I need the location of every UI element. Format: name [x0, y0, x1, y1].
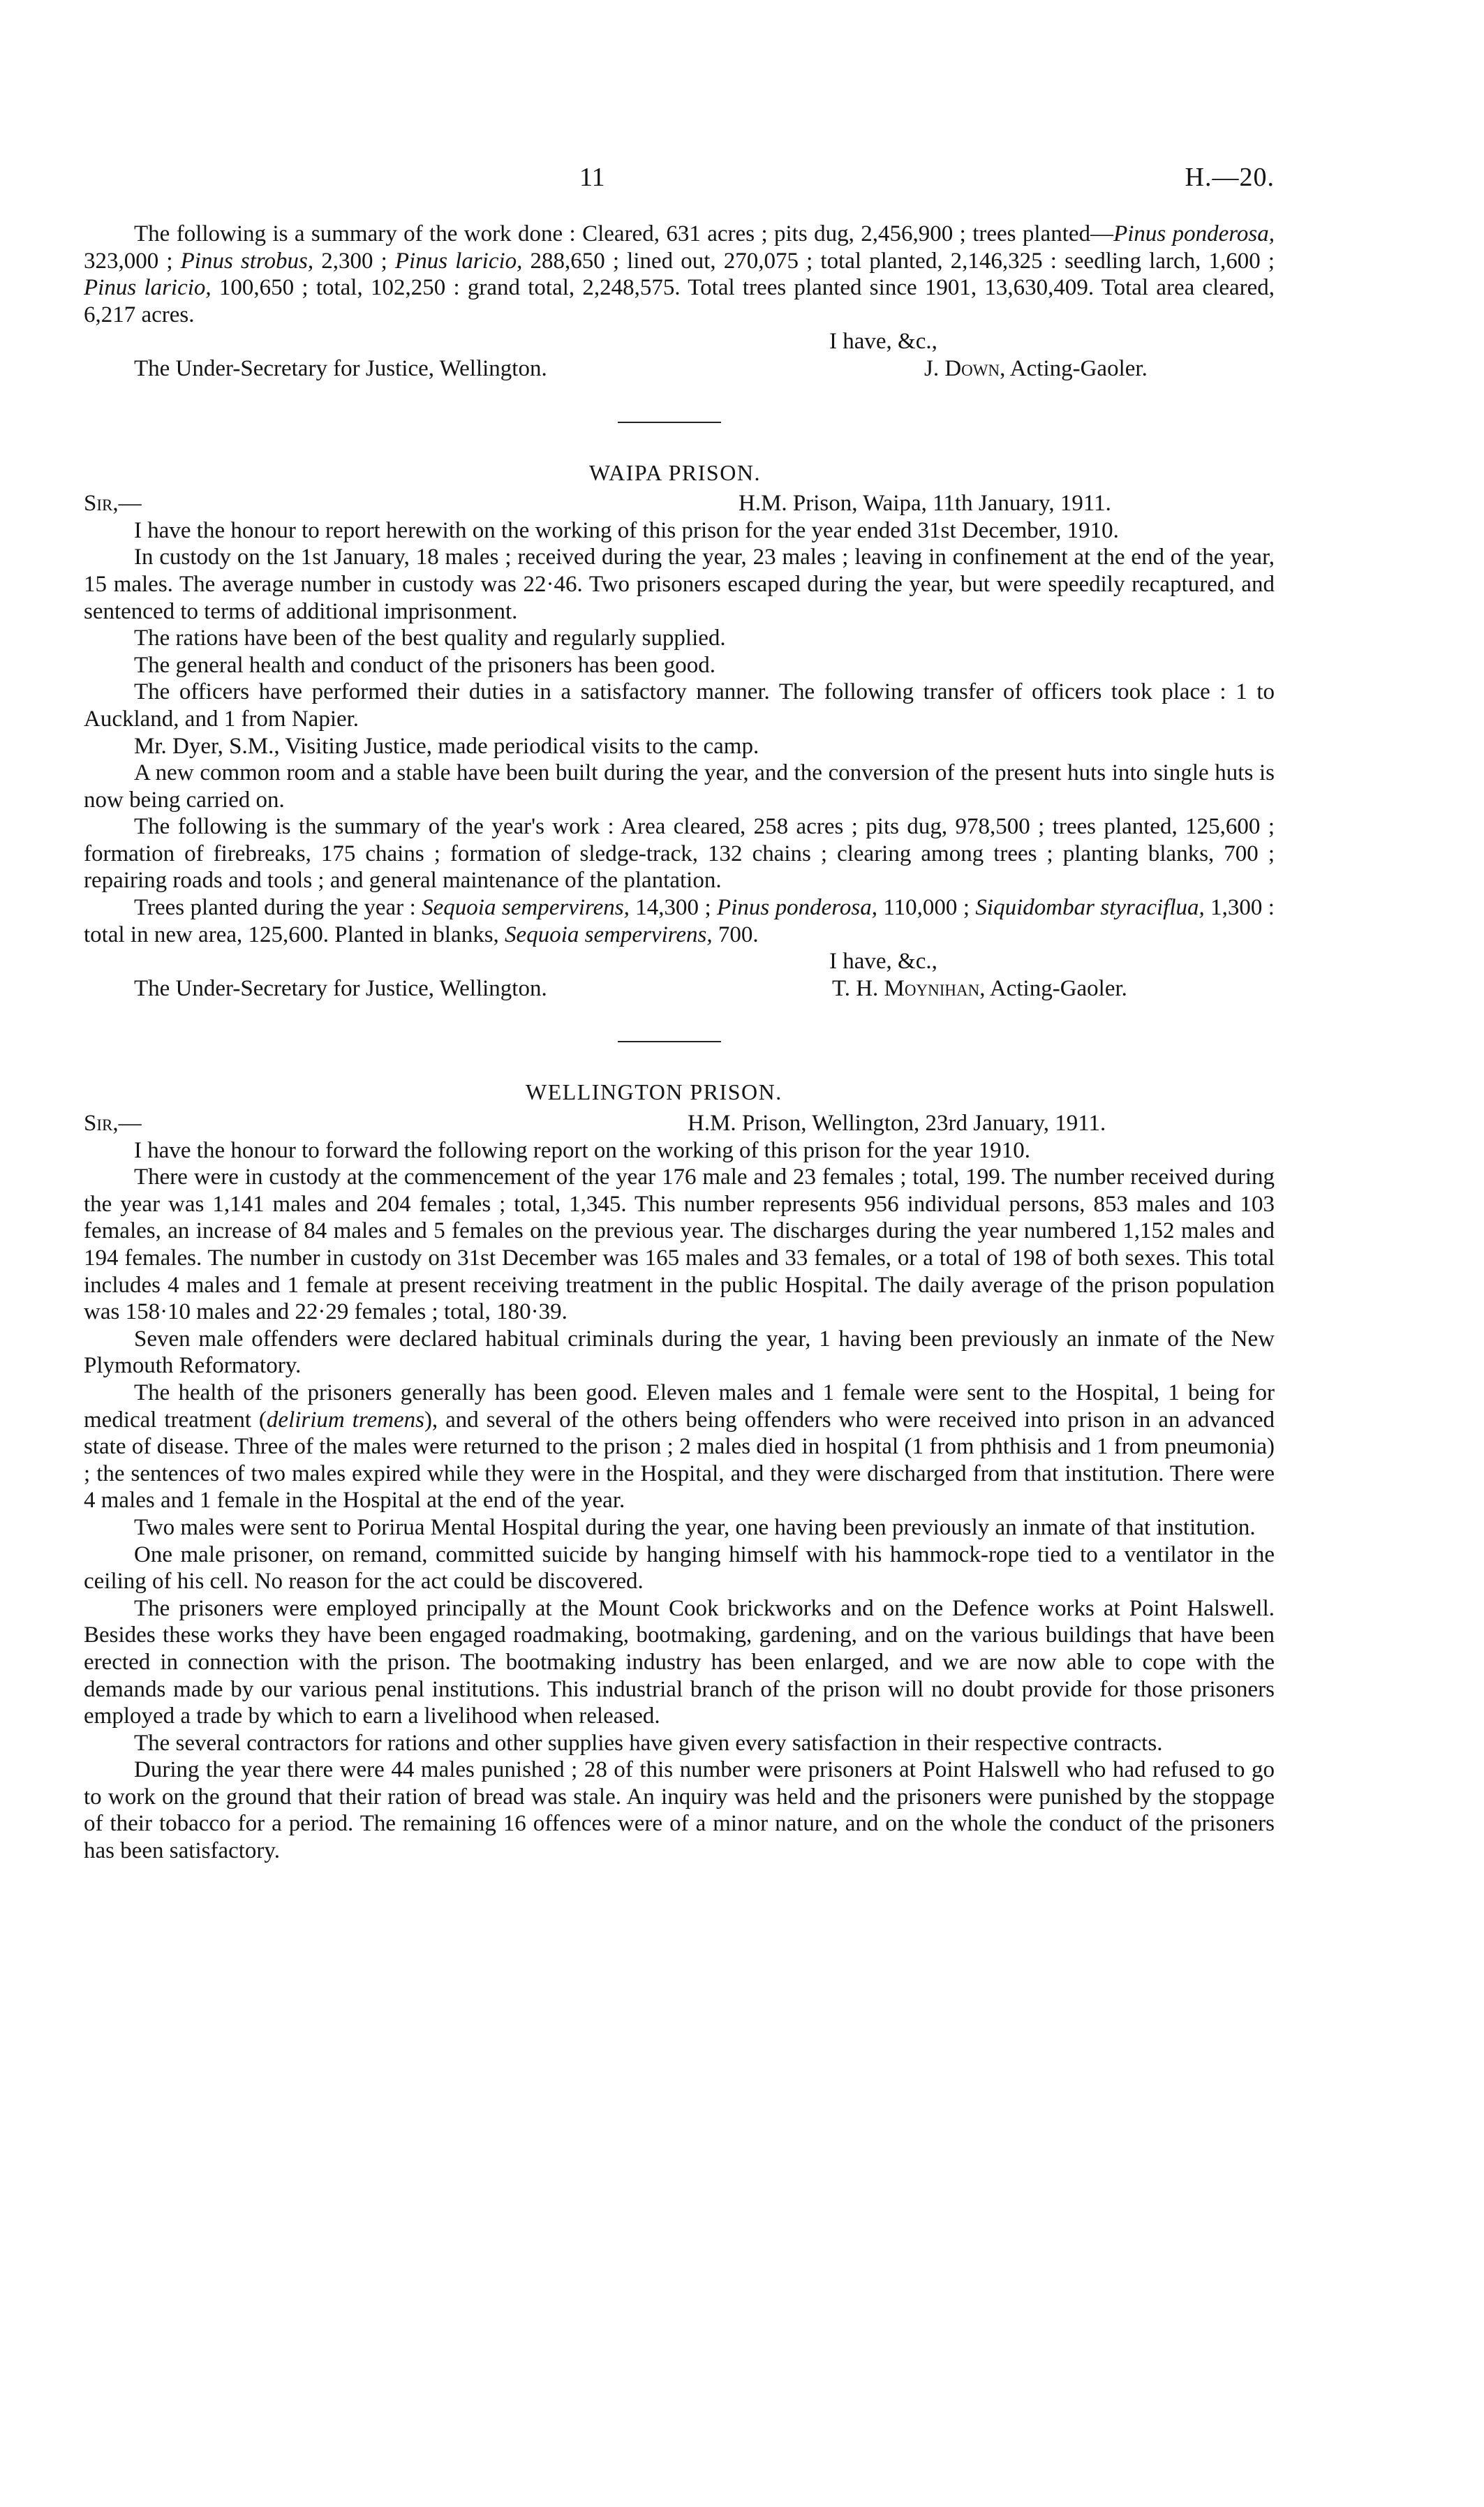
section-divider: [618, 422, 721, 423]
signature: [924, 355, 1148, 383]
paragraph: The prisoners were employed principally at the Mount Cook brickworks and on the Defence works at Point Halswell. Besides these works they have been engaged roadmaking, bootmaking, gardening, and on the various buildings that have been erected in connection with the prison. The bootmaking industry has been enlarged, and we are now able to cope with the demands made by our various penal institutions. This industrial branch of the prison will no doubt provide for those prisoners employed a trade by which to earn a livelihood when released.: [84, 1595, 1275, 1729]
signature-row: [84, 975, 1275, 1003]
summary-section: [84, 221, 1275, 383]
document-body: [84, 159, 1275, 1865]
section-title: WAIPA PRISON.: [589, 459, 761, 485]
paragraph: The general health and conduct of the prisoners has been good.: [134, 652, 715, 678]
addressee: The Under-Secretary for Justice, Wellington.: [134, 355, 547, 381]
closing: I have, &c.,: [829, 329, 937, 355]
signature-row: [84, 355, 1275, 383]
salutation-row: [84, 490, 1275, 517]
addressee: The Under-Secretary for Justice, Wellington.: [134, 975, 547, 1001]
signature: [832, 975, 1127, 1003]
closing-row: [84, 328, 1275, 355]
address-line: H.M. Prison, Wellington, 23rd January, 1911.: [688, 1111, 1106, 1137]
document-reference: H.—20.: [1185, 163, 1275, 192]
closing: I have, &c.,: [829, 949, 937, 975]
paragraph: Two males were sent to Porirua Mental Hospital during the year, one having been previously an inmate of that institution.: [134, 1514, 1256, 1540]
salutation: Sir,—: [84, 491, 142, 517]
section-title: WELLINGTON PRISON.: [526, 1079, 782, 1105]
paragraph: There were in custody at the commencement of the year 176 male and 23 females ; total, 199. The number received during the year was 1,141 males and 204 females ; total, 1,345. This number represents 956 individual persons, 853 males and 103 females, an increase of 84 males and 5 females on the previous year. The discharges during the year numbered 1,152 males and 194 females. The number in custody on 31st December was 165 males and 33 females, or a total of 198 of both sexes. This total includes 4 males and 1 female at present receiving treatment in the public Hospital. The daily average of the prison population was 158·10 males and 22·29 females ; total, 180·39.: [84, 1164, 1275, 1325]
page-number: 11: [579, 163, 605, 192]
paragraph: In custody on the 1st January, 18 males ; received during the year, 23 males ; leaving in confinement at the end of the year, 15 males. The average number in custody was 22·46. Two prisoners escaped during the year, but were speedily recaptured, and sentenced to terms of additional imprisonment.: [84, 545, 1275, 624]
paragraph: Seven male offenders were declared habitual criminals during the year, 1 having been previously an inmate of the New Plymouth Reformatory.: [84, 1326, 1275, 1379]
paragraph: During the year there were 44 males punished ; 28 of this number were prisoners at Point Halswell who had refused to go to work on the ground that their ration of bread was stale. An inquiry was held and the prisoners were punished by the stoppage of their tobacco for a period. The remaining 16 offences were of a minor nature, and on the whole the conduct of the prisoners has been satisfactory.: [84, 1757, 1275, 1864]
paragraph: The several contractors for rations and other supplies have given every satisfaction in their respective contracts.: [134, 1730, 1163, 1756]
address-line: H.M. Prison, Waipa, 11th January, 1911.: [739, 491, 1111, 517]
wellington-section: [84, 1079, 1275, 1864]
salutation-row: [84, 1110, 1275, 1137]
summary-paragraph: The following is a summary of the work done : Cleared, 631 acres ; pits dug, 2,456,900 ; trees planted—Pinus ponderosa, 323,000 ; Pinus strobus, 2,300 ; Pinus laricio, 288,650 ; lined out, 270,075 ; total planted, 2,146,325 : seedling larch, 1,600 ; Pinus laricio, 100,650 ; total, 102,250 : grand total, 2,248,575. Total trees planted since 1901, 13,630,409. Total area cleared, 6,217 acres.: [84, 221, 1275, 327]
paragraph: I have the honour to forward the following report on the working of this prison for the year 1910.: [134, 1137, 1030, 1163]
closing-row: [84, 948, 1275, 975]
waipa-section: [84, 459, 1275, 1003]
paragraph: The officers have performed their duties in a satisfactory manner. The following transfer of officers took place : 1 to Auckland, and 1 from Napier.: [84, 679, 1275, 732]
signature-name: J. Down,: [924, 355, 1006, 381]
signature-title: Acting-Gaoler.: [1009, 355, 1148, 381]
section-divider: [618, 1041, 721, 1042]
paragraph: A new common room and a stable have been built during the year, and the conversion of the present huts into single huts is now being carried on.: [84, 760, 1275, 813]
paragraph: The rations have been of the best quality and regularly supplied.: [134, 626, 726, 651]
paragraph: One male prisoner, on remand, committed suicide by hanging himself with his hammock-rope tied to a ventilator in the ceiling of his cell. No reason for the act could be discovered.: [84, 1541, 1275, 1595]
salutation: Sir,—: [84, 1111, 142, 1137]
paragraph: The following is the summary of the year's work : Area cleared, 258 acres ; pits dug, 978,500 ; trees planted, 125,600 ; formation of firebreaks, 175 chains ; formation of sledge-track, 132 chains ; clearing among trees ; planting blanks, 700 ; repairing roads and tools ; and general maintenance of the plantation.: [84, 814, 1275, 894]
signature-title: Acting-Gaoler.: [989, 975, 1127, 1001]
signature-name: T. H. Moynihan,: [832, 975, 986, 1001]
paragraph: Mr. Dyer, S.M., Visiting Justice, made periodical visits to the camp.: [134, 733, 759, 759]
paragraph: I have the honour to report herewith on the working of this prison for the year ended 31st December, 1910.: [134, 517, 1119, 543]
trees-paragraph: Trees planted during the year : Sequoia sempervirens, 14,300 ; Pinus ponderosa, 110,000 ; Siquidombar styraciflua, 1,300 : total in new area, 125,600. Planted in blanks, Sequoia sempervirens, 700.: [84, 895, 1275, 947]
health-paragraph: The health of the prisoners generally has been good. Eleven males and 1 female were sent to the Hospital, 1 being for medical treatment (delirium tremens), and several of the others being offenders who were received into prison in an advanced state of disease. Three of the males were returned to the prison ; 2 males died in hospital (1 from phthisis and 1 from pneumonia) ; the sentences of two males expired while they were in the Hospital, and they were discharged from that institution. There were 4 males and 1 female in the Hospital at the end of the year.: [84, 1380, 1275, 1514]
